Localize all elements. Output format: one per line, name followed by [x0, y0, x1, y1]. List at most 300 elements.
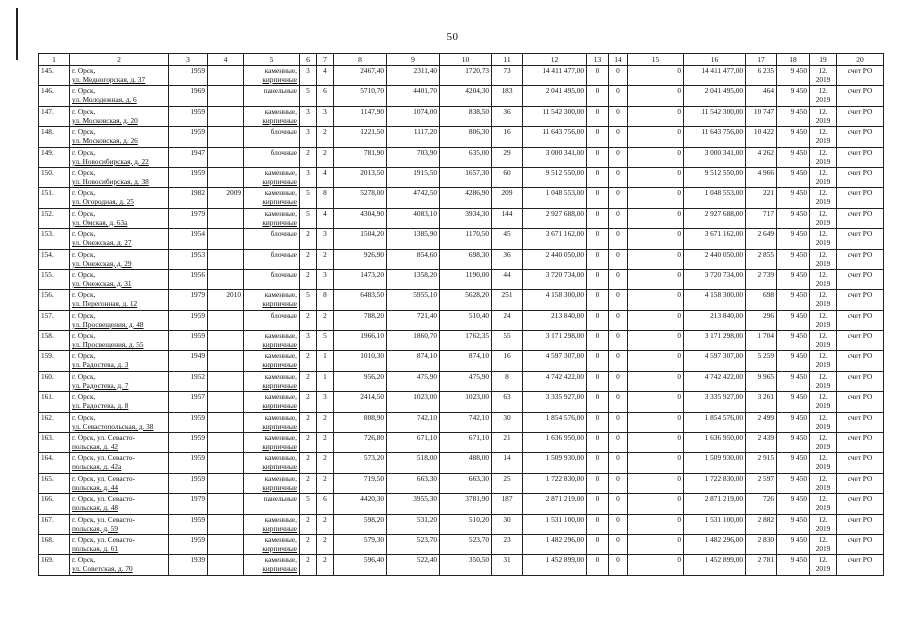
- cost-limit: 9 450: [777, 167, 810, 187]
- funding-source: счет РО: [837, 106, 884, 126]
- cost-limit: 9 450: [777, 208, 810, 228]
- wall-line-2: кирпичные: [262, 360, 297, 370]
- address-cell: [70, 433, 169, 453]
- total-area: 4304,90: [334, 208, 387, 228]
- column-number-header: 20: [837, 54, 884, 66]
- residents: 55: [492, 331, 523, 351]
- wall-line-2: кирпичные: [262, 299, 297, 309]
- table-row: [39, 229, 884, 249]
- rebuild-year: [208, 371, 244, 391]
- address-line-1: г. Орск,: [72, 290, 96, 300]
- build-year: 1959: [169, 412, 208, 432]
- wall-line-2: кирпичные: [262, 75, 297, 84]
- date-year: 2019: [815, 340, 831, 350]
- planned-date: [810, 494, 837, 514]
- residents: 30: [492, 412, 523, 432]
- wall-material: [244, 494, 300, 514]
- total-area: 2414,50: [334, 392, 387, 412]
- wall-material: [244, 514, 300, 534]
- wall-line-2: кирпичные: [262, 401, 297, 411]
- date-year: 2019: [815, 75, 831, 84]
- planned-date: [810, 86, 837, 106]
- table-row: [39, 290, 884, 310]
- date-month: 12.: [818, 106, 828, 116]
- column-number-header: 4: [208, 54, 244, 66]
- planned-date: [810, 147, 837, 167]
- living-area: 671,10: [440, 433, 492, 453]
- floors: 3: [300, 66, 317, 86]
- address-line-1: г. Орск,: [72, 106, 96, 116]
- cost-col-13: 0: [587, 555, 609, 575]
- unit-cost: 1 704: [746, 331, 777, 351]
- entrances: 2: [317, 147, 334, 167]
- floors: 5: [300, 494, 317, 514]
- column-number-header: 6: [300, 54, 317, 66]
- cost-col-14: 0: [609, 331, 628, 351]
- floors: 2: [300, 514, 317, 534]
- wall-material: [244, 66, 300, 86]
- column-number-header: 19: [810, 54, 837, 66]
- cost-col-14: 0: [609, 392, 628, 412]
- repair-cost: 11 643 756,00: [523, 127, 587, 147]
- date-year: 2019: [815, 278, 831, 288]
- planned-date: [810, 127, 837, 147]
- table-row: [39, 269, 884, 289]
- entrances: 2: [317, 127, 334, 147]
- cost-col-13: 0: [587, 534, 609, 554]
- column-number-header: 17: [746, 54, 777, 66]
- floors: 5: [300, 290, 317, 310]
- funding-source: счет РО: [837, 310, 884, 330]
- planned-date: [810, 229, 837, 249]
- address-line-2: ул. Онежская, д. 29: [72, 258, 132, 268]
- cost-total: 4 742 422,00: [684, 371, 746, 391]
- apartments-area: 522,40: [387, 555, 440, 575]
- repair-cost: 1 048 553,00: [523, 188, 587, 208]
- cost-col-13: 0: [587, 514, 609, 534]
- address-line-1: г. Орск,: [72, 188, 96, 198]
- cost-col-14: 0: [609, 371, 628, 391]
- planned-date: [810, 351, 837, 371]
- total-area: 6483,50: [334, 290, 387, 310]
- address-line-1: г. Орск, ул. Севасто-: [72, 514, 135, 524]
- address-line-2: ул. Перегонная, д. 12: [72, 299, 138, 309]
- column-number-header: 11: [492, 54, 523, 66]
- entrances: 2: [317, 310, 334, 330]
- repair-cost: 3 720 734,00: [523, 269, 587, 289]
- unit-cost: 3 261: [746, 392, 777, 412]
- date-month: 12.: [818, 473, 828, 483]
- cost-col-15: 0: [628, 494, 684, 514]
- cost-col-14: 0: [609, 412, 628, 432]
- residents: 36: [492, 249, 523, 269]
- repair-cost: 1 636 950,00: [523, 433, 587, 453]
- date-month: 12.: [818, 494, 828, 504]
- date-month: 12.: [818, 188, 828, 198]
- build-year: 1959: [169, 66, 208, 86]
- row-number: 169.: [39, 555, 70, 575]
- build-year: 1959: [169, 331, 208, 351]
- wall-line-2: кирпичные: [262, 340, 297, 350]
- apartments-area: 1023,00: [387, 392, 440, 412]
- column-number-header: 9: [387, 54, 440, 66]
- planned-date: [810, 269, 837, 289]
- wall-line-1: блочные: [270, 229, 297, 239]
- funding-source: счет РО: [837, 555, 884, 575]
- wall-line-2: кирпичные: [262, 543, 297, 553]
- column-number-header: 1: [39, 54, 70, 66]
- total-area: 573,20: [334, 453, 387, 473]
- cost-col-13: 0: [587, 188, 609, 208]
- cost-col-14: 0: [609, 555, 628, 575]
- residents: 209: [492, 188, 523, 208]
- date-year: 2019: [815, 238, 831, 248]
- planned-date: [810, 514, 837, 534]
- funding-source: счет РО: [837, 66, 884, 86]
- address-line-1: г. Орск,: [72, 310, 96, 320]
- address-line-1: г. Орск,: [72, 86, 96, 96]
- repair-cost: 3 335 927,00: [523, 392, 587, 412]
- wall-material: [244, 188, 300, 208]
- living-area: 838,50: [440, 106, 492, 126]
- wall-line-2: кирпичные: [262, 442, 297, 452]
- planned-date: [810, 188, 837, 208]
- column-number-header: 3: [169, 54, 208, 66]
- date-year: 2019: [815, 176, 831, 186]
- repair-cost: 14 411 477,00: [523, 66, 587, 86]
- cost-limit: 9 450: [777, 188, 810, 208]
- row-number: 163.: [39, 433, 70, 453]
- living-area: 1190,00: [440, 269, 492, 289]
- table-row: [39, 106, 884, 126]
- residents: 14: [492, 453, 523, 473]
- entrances: 8: [317, 188, 334, 208]
- address-line-2: ул. Онежская, д. 31: [72, 278, 132, 288]
- cost-col-14: 0: [609, 473, 628, 493]
- address-cell: [70, 167, 169, 187]
- cost-col-14: 0: [609, 453, 628, 473]
- unit-cost: 2 597: [746, 473, 777, 493]
- funding-source: счет РО: [837, 86, 884, 106]
- unit-cost: 5 259: [746, 351, 777, 371]
- cost-col-15: 0: [628, 106, 684, 126]
- wall-material: [244, 453, 300, 473]
- unit-cost: 464: [746, 86, 777, 106]
- total-area: 5278,00: [334, 188, 387, 208]
- build-year: 1939: [169, 555, 208, 575]
- rebuild-year: [208, 229, 244, 249]
- address-cell: [70, 208, 169, 228]
- entrances: 2: [317, 555, 334, 575]
- wall-material: [244, 392, 300, 412]
- cost-col-15: 0: [628, 86, 684, 106]
- cost-limit: 9 450: [777, 229, 810, 249]
- unit-cost: 4 262: [746, 147, 777, 167]
- table-row: [39, 188, 884, 208]
- wall-line-2: кирпичные: [262, 115, 297, 125]
- date-month: 12.: [818, 208, 828, 218]
- column-number-header: 14: [609, 54, 628, 66]
- apartments-area: 671,10: [387, 433, 440, 453]
- rebuild-year: [208, 555, 244, 575]
- cost-limit: 9 450: [777, 147, 810, 167]
- repair-cost: 3 171 298,00: [523, 331, 587, 351]
- total-area: 781,90: [334, 147, 387, 167]
- funding-source: счет РО: [837, 127, 884, 147]
- rebuild-year: [208, 473, 244, 493]
- wall-line-1: каменные,: [264, 453, 297, 463]
- planned-date: [810, 453, 837, 473]
- build-year: 1979: [169, 290, 208, 310]
- cost-col-15: 0: [628, 269, 684, 289]
- table-row: [39, 392, 884, 412]
- row-number: 148.: [39, 127, 70, 147]
- cost-col-14: 0: [609, 351, 628, 371]
- floors: 3: [300, 127, 317, 147]
- address-line-2: ул. Советская, д. 70: [72, 564, 133, 574]
- residents: 31: [492, 555, 523, 575]
- funding-source: счет РО: [837, 208, 884, 228]
- unit-cost: 2 882: [746, 514, 777, 534]
- row-number: 159.: [39, 351, 70, 371]
- date-year: 2019: [815, 401, 831, 411]
- address-line-1: г. Орск,: [72, 127, 96, 137]
- wall-material: [244, 106, 300, 126]
- entrances: 2: [317, 514, 334, 534]
- wall-material: [244, 433, 300, 453]
- address-line-1: г. Орск,: [72, 249, 96, 259]
- cost-col-15: 0: [628, 453, 684, 473]
- entrances: 5: [317, 331, 334, 351]
- total-area: 719,50: [334, 473, 387, 493]
- table-row: [39, 494, 884, 514]
- wall-line-2: кирпичные: [262, 176, 297, 186]
- living-area: 874,10: [440, 351, 492, 371]
- rebuild-year: 2010: [208, 290, 244, 310]
- apartments-area: 742,10: [387, 412, 440, 432]
- repair-cost: 2 041 495,00: [523, 86, 587, 106]
- residents: 183: [492, 86, 523, 106]
- table-row: [39, 249, 884, 269]
- funding-source: счет РО: [837, 229, 884, 249]
- residents: 60: [492, 167, 523, 187]
- floors: 3: [300, 167, 317, 187]
- apartments-area: 1385,90: [387, 229, 440, 249]
- address-cell: [70, 351, 169, 371]
- planned-date: [810, 433, 837, 453]
- table-row: [39, 412, 884, 432]
- total-area: 1473,20: [334, 269, 387, 289]
- cost-total: 3 720 734,00: [684, 269, 746, 289]
- address-line-2: ул. Просвещения, д. 55: [72, 340, 144, 350]
- cost-total: 1 509 930,00: [684, 453, 746, 473]
- wall-line-1: каменные,: [264, 208, 297, 218]
- build-year: 1959: [169, 534, 208, 554]
- wall-line-1: блочные: [270, 310, 297, 320]
- table-row: [39, 351, 884, 371]
- entrances: 1: [317, 351, 334, 371]
- table-row: [39, 453, 884, 473]
- build-year: 1957: [169, 392, 208, 412]
- column-number-header: 15: [628, 54, 684, 66]
- living-area: 523,70: [440, 534, 492, 554]
- funding-source: счет РО: [837, 290, 884, 310]
- residents: 44: [492, 269, 523, 289]
- entrances: 4: [317, 208, 334, 228]
- entrances: 4: [317, 167, 334, 187]
- residents: 36: [492, 106, 523, 126]
- address-cell: [70, 453, 169, 473]
- date-year: 2019: [815, 95, 831, 105]
- address-line-2: польская, д. 44: [72, 482, 119, 492]
- unit-cost: 2 781: [746, 555, 777, 575]
- address-cell: [70, 127, 169, 147]
- repair-cost: 213 840,00: [523, 310, 587, 330]
- cost-total: 4 158 300,00: [684, 290, 746, 310]
- residents: 144: [492, 208, 523, 228]
- row-number: 164.: [39, 453, 70, 473]
- residents: 251: [492, 290, 523, 310]
- total-area: 596,40: [334, 555, 387, 575]
- row-number: 151.: [39, 188, 70, 208]
- date-month: 12.: [818, 269, 828, 279]
- address-cell: [70, 555, 169, 575]
- build-year: 1969: [169, 86, 208, 106]
- cost-col-13: 0: [587, 147, 609, 167]
- planned-date: [810, 392, 837, 412]
- total-area: 2467,40: [334, 66, 387, 86]
- date-month: 12.: [818, 412, 828, 422]
- column-number-header: 18: [777, 54, 810, 66]
- floors: 2: [300, 269, 317, 289]
- funding-source: счет РО: [837, 494, 884, 514]
- address-line-2: польская, д. 48: [72, 503, 119, 513]
- wall-material: [244, 351, 300, 371]
- column-number-header: 10: [440, 54, 492, 66]
- total-area: 579,30: [334, 534, 387, 554]
- date-month: 12.: [818, 147, 828, 157]
- date-month: 12.: [818, 433, 828, 443]
- wall-line-1: каменные,: [264, 433, 297, 443]
- cost-total: 11 643 756,00: [684, 127, 746, 147]
- cost-limit: 9 450: [777, 127, 810, 147]
- cost-limit: 9 450: [777, 66, 810, 86]
- address-cell: [70, 534, 169, 554]
- cost-col-13: 0: [587, 269, 609, 289]
- cost-col-14: 0: [609, 290, 628, 310]
- apartments-area: 1117,20: [387, 127, 440, 147]
- wall-line-2: кирпичные: [262, 564, 297, 574]
- rebuild-year: [208, 310, 244, 330]
- total-area: 788,20: [334, 310, 387, 330]
- column-number-row: [39, 54, 884, 66]
- wall-line-2: кирпичные: [262, 197, 297, 207]
- cost-col-14: 0: [609, 86, 628, 106]
- cost-total: 1 531 100,00: [684, 514, 746, 534]
- cost-col-15: 0: [628, 555, 684, 575]
- address-line-1: г. Орск, ул. Севасто-: [72, 473, 135, 483]
- cost-total: 1 722 830,00: [684, 473, 746, 493]
- date-year: 2019: [815, 299, 831, 309]
- wall-line-1: панельные: [263, 494, 297, 504]
- floors: 2: [300, 555, 317, 575]
- row-number: 161.: [39, 392, 70, 412]
- planned-date: [810, 534, 837, 554]
- wall-line-1: каменные,: [264, 473, 297, 483]
- floors: 2: [300, 249, 317, 269]
- wall-line-1: панельные: [263, 86, 297, 96]
- address-cell: [70, 514, 169, 534]
- address-cell: [70, 147, 169, 167]
- row-number: 147.: [39, 106, 70, 126]
- entrances: 2: [317, 453, 334, 473]
- repair-cost: 4 742 422,00: [523, 371, 587, 391]
- cost-col-13: 0: [587, 106, 609, 126]
- apartments-area: 703,90: [387, 147, 440, 167]
- floors: 2: [300, 310, 317, 330]
- date-year: 2019: [815, 217, 831, 227]
- cost-total: 213 840,00: [684, 310, 746, 330]
- cost-col-15: 0: [628, 249, 684, 269]
- floors: 2: [300, 351, 317, 371]
- cost-col-13: 0: [587, 167, 609, 187]
- cost-col-15: 0: [628, 433, 684, 453]
- funding-source: счет РО: [837, 453, 884, 473]
- date-year: 2019: [815, 360, 831, 370]
- address-cell: [70, 412, 169, 432]
- housing-table: [38, 53, 884, 576]
- cost-limit: 9 450: [777, 494, 810, 514]
- address-line-2: ул. Новосибирская, д. 22: [72, 156, 149, 166]
- cost-limit: 9 450: [777, 473, 810, 493]
- cost-col-15: 0: [628, 514, 684, 534]
- unit-cost: 2 499: [746, 412, 777, 432]
- entrances: 1: [317, 371, 334, 391]
- cost-col-15: 0: [628, 208, 684, 228]
- rebuild-year: [208, 392, 244, 412]
- unit-cost: 296: [746, 310, 777, 330]
- wall-material: [244, 555, 300, 575]
- cost-col-14: 0: [609, 167, 628, 187]
- rebuild-year: [208, 167, 244, 187]
- rebuild-year: [208, 66, 244, 86]
- cost-limit: 9 450: [777, 106, 810, 126]
- living-area: 4204,30: [440, 86, 492, 106]
- date-month: 12.: [818, 167, 828, 177]
- cost-col-15: 0: [628, 310, 684, 330]
- date-year: 2019: [815, 482, 831, 492]
- address-line-1: г. Орск,: [72, 371, 96, 381]
- floors: 2: [300, 534, 317, 554]
- rebuild-year: [208, 351, 244, 371]
- apartments-area: 4401,70: [387, 86, 440, 106]
- row-number: 158.: [39, 331, 70, 351]
- apartments-area: 5955,10: [387, 290, 440, 310]
- total-area: 926,90: [334, 249, 387, 269]
- cost-col-14: 0: [609, 147, 628, 167]
- living-area: 1170,50: [440, 229, 492, 249]
- residents: 25: [492, 473, 523, 493]
- residents: 73: [492, 66, 523, 86]
- column-number-header: 2: [70, 54, 169, 66]
- residents: 16: [492, 351, 523, 371]
- address-line-1: г. Орск, ул. Севасто-: [72, 494, 135, 504]
- total-area: 956,20: [334, 371, 387, 391]
- total-area: 1010,30: [334, 351, 387, 371]
- total-area: 1221,50: [334, 127, 387, 147]
- floors: 2: [300, 392, 317, 412]
- table-row: [39, 66, 884, 86]
